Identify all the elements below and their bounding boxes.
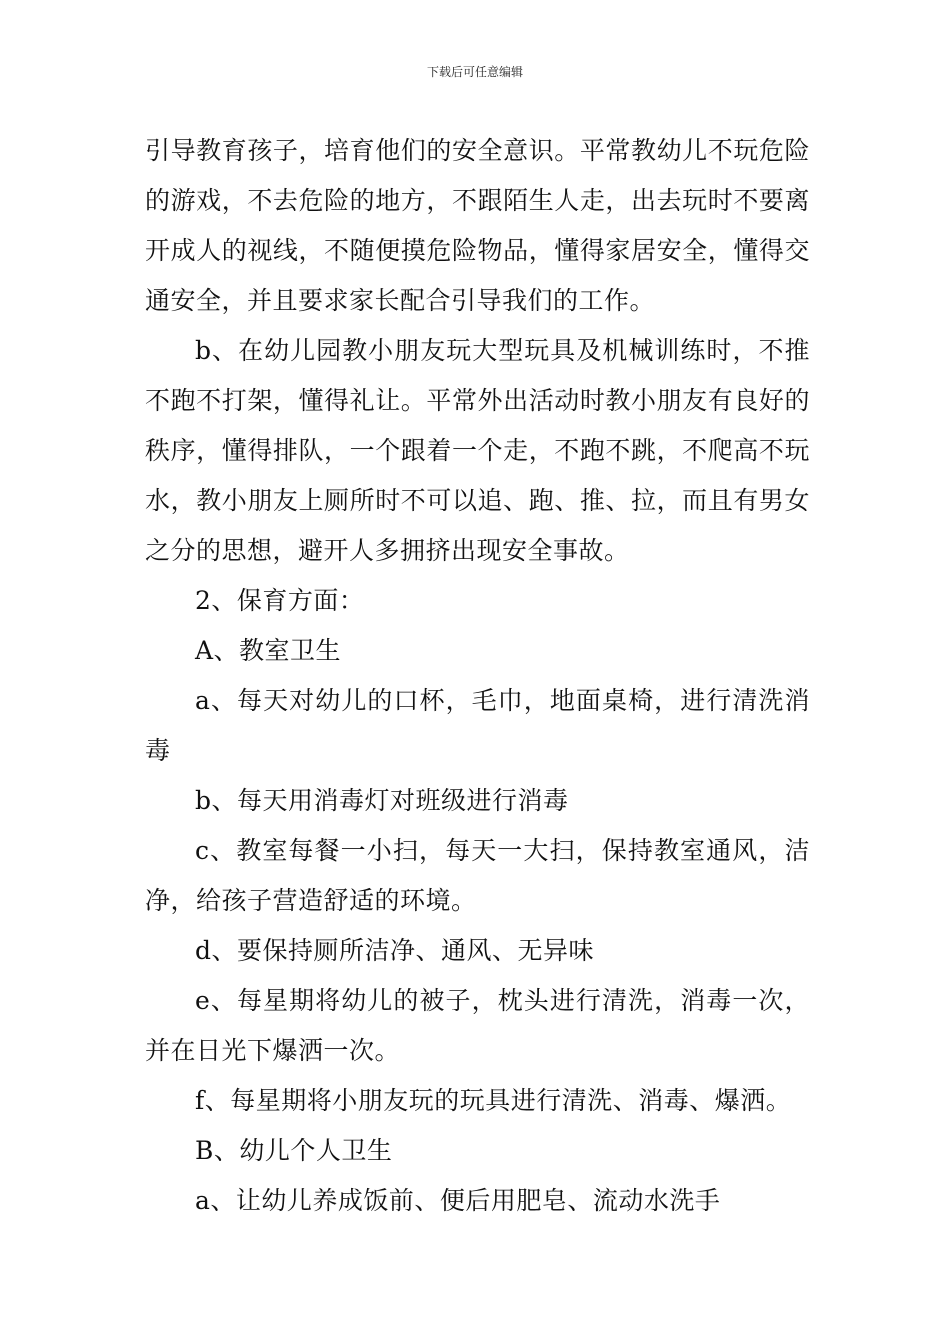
paragraph-b-playground-safety: b、在幼儿园教小朋友玩大型玩具及机械训练时，不推不跑不打架，懂得礼让。平常外出活动时教小朋友有良好的秩序，懂得排队，一个跟着一个走，不跑不跳，不爬高不玩水，教小朋友上厕所时不可以追、跑、推、拉，而且有男女之分的思想，避开人多拥挤出现安全事故。 xyxy=(145,336,810,565)
list-item-a-handwashing: a、让幼儿养成饭前、便后用肥皂、流动水洗手 xyxy=(195,1186,721,1215)
list-item-a-daily-disinfection: a、每天对幼儿的口杯，毛巾，地面桌椅，进行清洗消毒 xyxy=(145,686,810,765)
page-header: 下载后可任意编辑 xyxy=(426,65,523,79)
list-item-c-cleaning: c、教室每餐一小扫，每天一大扫，保持教室通风，洁净，给孩子营造舒适的环境。 xyxy=(145,836,810,915)
document-body xyxy=(145,126,810,1226)
list-item-f-toys: f、每星期将小朋友玩的玩具进行清洗、消毒、爆洒。 xyxy=(195,1086,792,1115)
paragraph-safety-guidance: 引导教育孩子，培育他们的安全意识。平常教幼儿不玩危险的游戏，不去危险的地方，不跟陌生人走，出去玩时不要离开成人的视线，不随便摸危险物品，懂得家居安全，懂得交通安全，并且要求家长配合引导我们的工作。 xyxy=(145,136,810,315)
list-item-e-bedding: e、每星期将幼儿的被子，枕头进行清洗，消毒一次，并在日光下爆洒一次。 xyxy=(145,986,810,1065)
list-item-d-toilet: d、要保持厕所洁净、通风、无异味 xyxy=(195,936,595,965)
heading-personal-hygiene: B、幼儿个人卫生 xyxy=(195,1136,393,1165)
list-item-b-uv-lamp: b、每天用消毒灯对班级进行消毒 xyxy=(195,786,569,815)
heading-care-aspects: 2、保育方面： xyxy=(195,586,365,615)
heading-classroom-hygiene: A、教室卫生 xyxy=(195,636,342,665)
